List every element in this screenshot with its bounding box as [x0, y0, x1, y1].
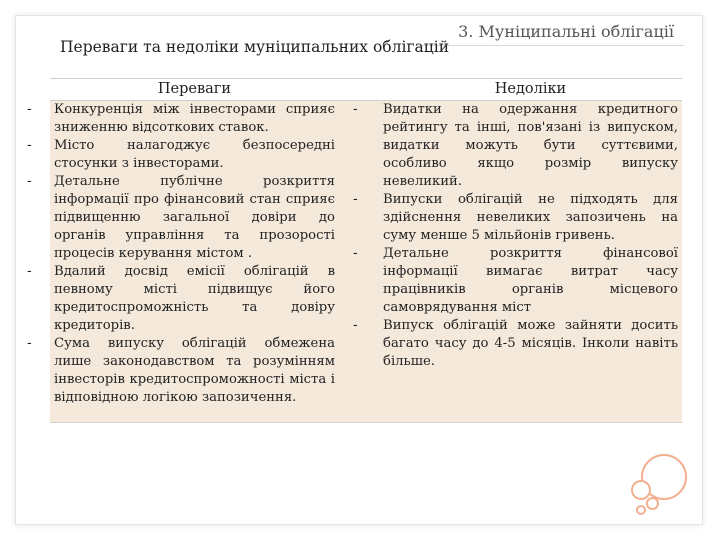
disadvantages-column	[353, 101, 682, 423]
list-marker: -	[353, 318, 358, 333]
advantage-text: Сума випуску облігацій обмежена лише законодавством та розумінням інвесторів кредитоспроможності міста і відповідною логікою запозичення.	[54, 336, 335, 405]
advantage-item	[27, 137, 335, 173]
slide-title: 3. Муніципальні облігації	[458, 22, 674, 41]
pros-cons-table	[27, 78, 682, 423]
advantage-item	[27, 101, 335, 137]
list-marker: -	[353, 192, 358, 207]
list-marker: -	[353, 246, 358, 261]
decorative-circle-tiny	[636, 505, 646, 515]
decorative-circle-small	[646, 497, 659, 510]
advantage-item	[27, 335, 335, 407]
advantage-text: Детальне публічне розкриття інформації про фінансовий стан сприяє підвищенню загальної довіри до органів управління та прозорості процесів керування містом .	[54, 174, 335, 261]
advantages-column	[27, 101, 339, 423]
slide-subtitle: Переваги та недоліки муніципальних облігацій	[60, 38, 450, 56]
decorative-circle-medium	[631, 480, 651, 500]
list-marker: -	[27, 138, 32, 153]
disadvantage-item	[353, 101, 678, 191]
disadvantage-item	[353, 317, 678, 371]
list-marker: -	[353, 102, 358, 117]
disadvantages-header: Недоліки	[379, 79, 682, 101]
list-marker: -	[27, 174, 32, 189]
advantage-text: Вдалий досвід емісії облігацій в певному місті підвищує його кредитоспроможність та довіру кредиторів.	[54, 264, 335, 333]
disadvantage-text: Детальне розкриття фінансової інформації вимагає витрат часу працівників органів місцевого самоврядування міст	[383, 246, 678, 315]
disadvantage-item	[353, 191, 678, 245]
advantage-text: Конкуренція між інвесторами сприяє зниженню відсоткових ставок.	[54, 102, 335, 135]
advantages-list	[27, 101, 339, 407]
list-marker: -	[27, 102, 32, 117]
advantage-item	[27, 173, 335, 263]
header-gap	[339, 79, 379, 101]
list-marker: -	[27, 336, 32, 351]
disadvantage-text: Видатки на одержання кредитного рейтингу та інші, пов'язані із випуском, видатки можуть бути суттєвими, особливо якщо розмір випуску невеликий.	[383, 102, 678, 189]
list-marker: -	[27, 264, 32, 279]
advantages-header: Переваги	[50, 79, 339, 101]
advantage-text: Місто налагоджує безпосередні стосунки з інвесторами.	[54, 138, 335, 171]
disadvantages-list	[353, 101, 682, 371]
title-underline	[418, 45, 684, 46]
body-gap	[339, 101, 379, 423]
advantage-item	[27, 263, 335, 335]
disadvantage-item	[353, 245, 678, 317]
disadvantage-text: Випуски облігацій не підходять для здійснення невеликих запозичень на суму менше 5 мільйонів гривень.	[383, 192, 678, 243]
disadvantage-text: Випуск облігацій може зайняти досить багато часу до 4-5 місяців. Інколи навіть більше.	[383, 318, 678, 369]
